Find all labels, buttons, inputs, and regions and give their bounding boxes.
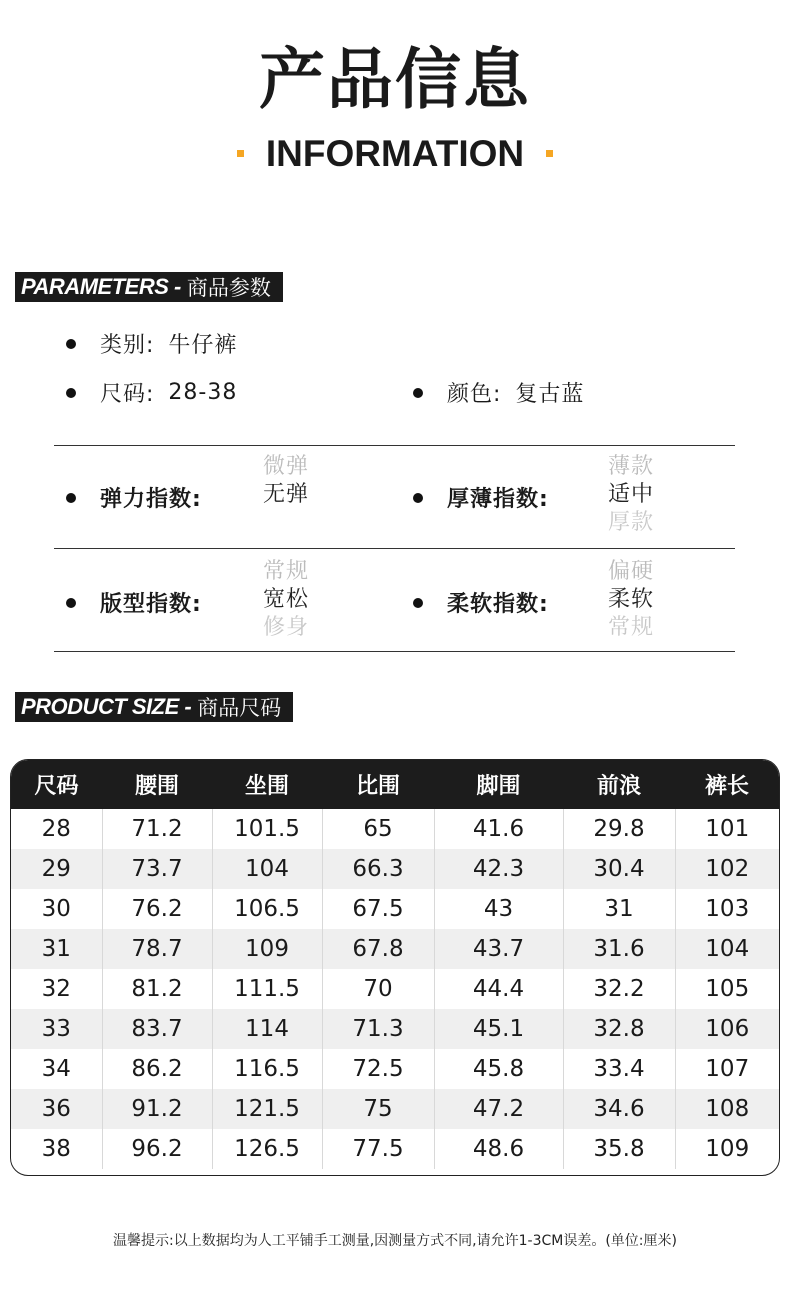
column-header-hip: 坐围 (212, 760, 322, 809)
table-cell: 77.5 (322, 1129, 434, 1169)
table-cell: 86.2 (102, 1049, 212, 1089)
footer-note: 温馨提示:以上数据均为人工平铺手工测量,因测量方式不同,请允许1-3CM误差。(单位:厘米) (113, 1233, 677, 1249)
table-cell: 47.2 (434, 1089, 563, 1129)
param-category (66, 328, 237, 359)
table-cell: 106 (675, 1009, 779, 1049)
table-cell: 29 (11, 849, 102, 889)
table-cell: 70 (322, 969, 434, 1009)
table-cell: 28 (11, 809, 102, 849)
table-cell: 83.7 (102, 1009, 212, 1049)
softness-index-wheel (608, 558, 688, 642)
accent-dot-left (237, 150, 244, 157)
table-cell: 30 (11, 889, 102, 929)
table-cell: 96.2 (102, 1129, 212, 1169)
table-cell: 111.5 (212, 969, 322, 1009)
table-cell: 71.3 (322, 1009, 434, 1049)
table-cell: 48.6 (434, 1129, 563, 1169)
table-cell: 45.8 (434, 1049, 563, 1089)
table-cell: 73.7 (102, 849, 212, 889)
accent-dot-right (546, 150, 553, 157)
table-cell: 75 (322, 1089, 434, 1129)
table-cell: 108 (675, 1089, 779, 1129)
product-size-section-tag (15, 692, 293, 722)
category-label: 类别: (100, 333, 155, 358)
category-value: 牛仔裤 (168, 333, 238, 358)
table-row (11, 1129, 779, 1169)
table-cell: 104 (675, 929, 779, 969)
softness-option-above: 偏硬 (608, 559, 655, 584)
table-cell: 38 (11, 1129, 102, 1169)
table-cell: 34.6 (563, 1089, 675, 1129)
size-table (10, 759, 780, 1176)
table-cell: 41.6 (434, 809, 563, 849)
table-cell: 76.2 (102, 889, 212, 929)
table-cell: 31 (11, 929, 102, 969)
column-header-waist: 腰围 (102, 760, 212, 809)
softness-option-below: 常规 (608, 615, 655, 640)
thickness-option-above: 薄款 (608, 454, 655, 479)
table-row (11, 929, 779, 969)
bullet-icon (66, 493, 76, 503)
table-cell: 107 (705, 1056, 750, 1082)
table-cell: 31 (563, 889, 675, 929)
thickness-index-wheel (608, 453, 688, 537)
thickness-option-below: 厚款 (608, 510, 655, 535)
bullet-icon (66, 388, 76, 398)
table-cell: 67.8 (322, 929, 434, 969)
parameters-section-tag (15, 272, 283, 302)
size-value: 28-38 (168, 380, 238, 405)
table-cell: 72.5 (322, 1049, 434, 1089)
column-header-leg-opening: 脚围 (434, 760, 563, 809)
table-cell: 34 (11, 1049, 102, 1089)
fit-option-selected: 宽松 (263, 587, 310, 612)
elastic-index-label: 弹力指数: (100, 487, 202, 512)
elastic-index-wheel (263, 453, 343, 537)
table-row (11, 1049, 779, 1089)
table-cell: 121.5 (212, 1089, 322, 1129)
size-tag-en: PRODUCT SIZE - (21, 694, 192, 719)
fit-index-wheel (263, 558, 343, 642)
table-row (11, 969, 779, 1009)
table-cell: 33 (11, 1009, 102, 1049)
table-cell: 105 (705, 976, 750, 1002)
column-header-thigh: 比围 (322, 760, 434, 809)
table-cell: 35.8 (563, 1129, 675, 1169)
table-cell: 126.5 (212, 1129, 322, 1169)
table-cell: 43.7 (434, 929, 563, 969)
parameters-tag-en: PARAMETERS - (21, 274, 181, 299)
thickness-index (413, 482, 549, 513)
size-table-header-row (11, 760, 779, 809)
table-cell: 114 (212, 1009, 322, 1049)
table-cell: 30.4 (563, 849, 675, 889)
bullet-icon (413, 388, 423, 398)
table-cell: 78.7 (102, 929, 212, 969)
column-header-size: 尺码 (11, 760, 102, 809)
page-title: 产品信息 (259, 41, 531, 118)
size-label: 尺码: (100, 382, 155, 407)
table-cell: 42.3 (434, 849, 563, 889)
thickness-index-label: 厚薄指数: (447, 487, 549, 512)
table-row (11, 849, 779, 889)
table-cell: 109 (212, 929, 322, 969)
thickness-option-selected: 适中 (608, 482, 655, 507)
color-label: 颜色: (447, 382, 502, 407)
param-size (66, 377, 237, 408)
parameters-tag-cn: 商品参数 (186, 276, 271, 300)
softness-option-selected: 柔软 (608, 587, 655, 612)
subtitle-text: INFORMATION (265, 133, 525, 174)
table-cell: 103 (705, 896, 750, 922)
divider (54, 445, 735, 446)
bullet-icon (66, 339, 76, 349)
table-cell: 67.5 (322, 889, 434, 929)
table-cell: 91.2 (102, 1089, 212, 1129)
table-cell: 106.5 (212, 889, 322, 929)
bullet-icon (413, 493, 423, 503)
divider (54, 651, 735, 652)
table-cell: 81.2 (102, 969, 212, 1009)
fit-index (66, 587, 202, 618)
table-cell: 65 (322, 809, 434, 849)
softness-index (413, 587, 549, 618)
page-subtitle (0, 130, 790, 178)
table-cell: 104 (212, 849, 322, 889)
table-cell: 31.6 (563, 929, 675, 969)
elastic-index (66, 482, 202, 513)
table-cell: 71.2 (102, 809, 212, 849)
column-header-length: 裤长 (675, 760, 779, 809)
table-cell: 101.5 (212, 809, 322, 849)
table-cell: 43 (434, 889, 563, 929)
table-cell: 33.4 (563, 1049, 675, 1089)
table-row (11, 1089, 779, 1129)
elastic-option-above: 微弹 (263, 454, 310, 479)
softness-index-label: 柔软指数: (447, 592, 549, 617)
bullet-icon (413, 598, 423, 608)
size-tag-cn: 商品尺码 (197, 696, 282, 720)
table-cell: 32 (11, 969, 102, 1009)
table-row (11, 1009, 779, 1049)
table-cell: 32.8 (563, 1009, 675, 1049)
divider (54, 548, 735, 549)
color-value: 复古蓝 (515, 382, 585, 407)
fit-index-label: 版型指数: (100, 592, 202, 617)
table-cell: 36 (11, 1089, 102, 1129)
elastic-option-selected: 无弹 (263, 482, 310, 507)
table-cell: 32.2 (563, 969, 675, 1009)
table-row (11, 809, 779, 849)
table-cell: 45.1 (434, 1009, 563, 1049)
bullet-icon (66, 598, 76, 608)
table-cell: 109 (705, 1136, 750, 1162)
table-cell: 44.4 (434, 969, 563, 1009)
fit-option-below: 修身 (263, 615, 310, 640)
table-cell: 116.5 (212, 1049, 322, 1089)
table-cell: 29.8 (563, 809, 675, 849)
param-color (413, 377, 584, 408)
column-header-front-rise: 前浪 (563, 760, 675, 809)
table-row (11, 889, 779, 929)
table-cell: 101 (705, 816, 750, 842)
table-cell: 102 (675, 849, 779, 889)
table-cell: 66.3 (322, 849, 434, 889)
fit-option-above: 常规 (263, 559, 310, 584)
